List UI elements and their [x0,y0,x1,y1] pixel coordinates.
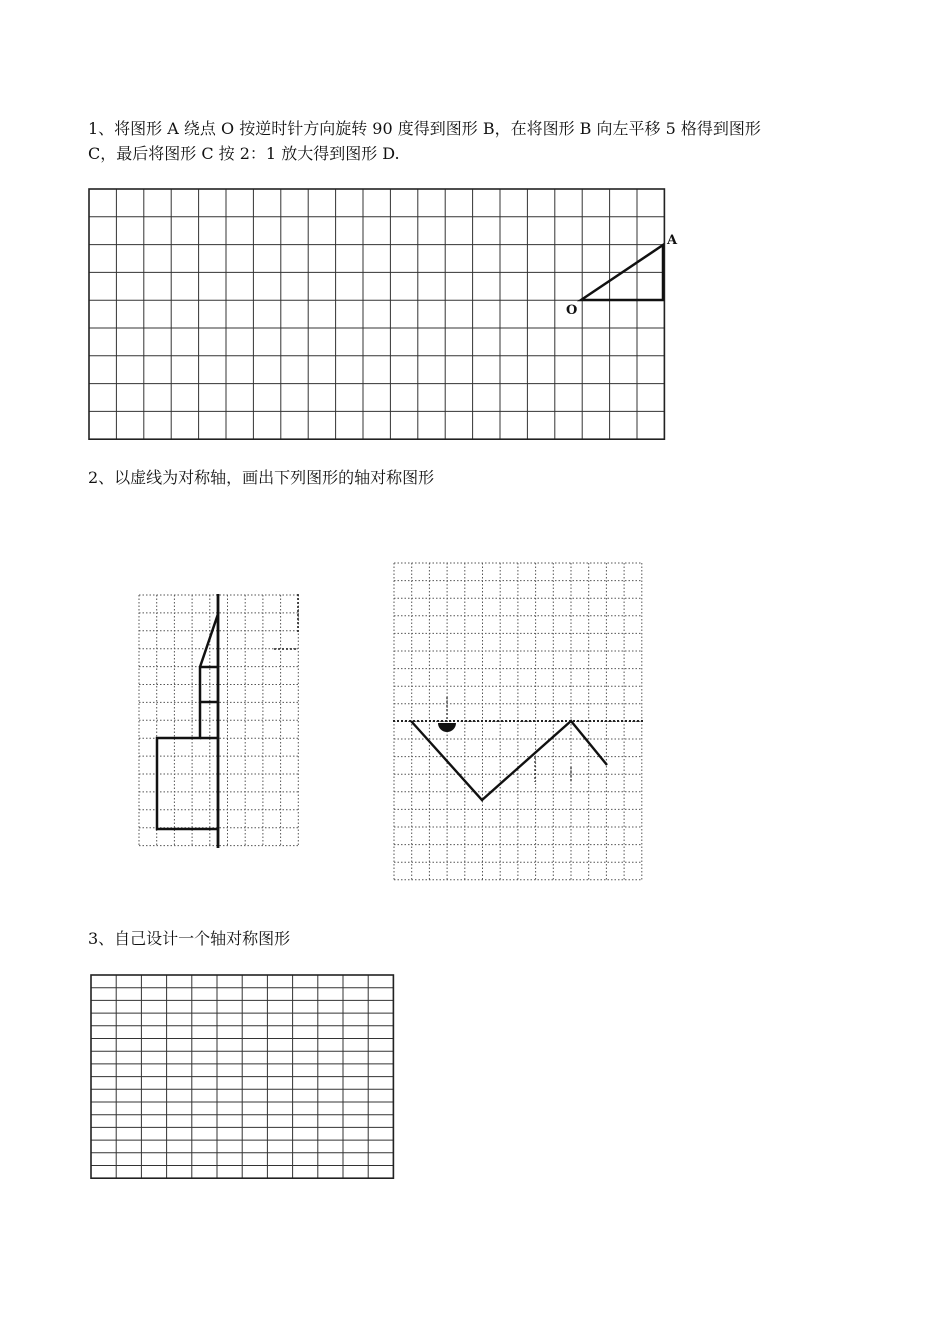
question-3-text: 3、自己设计一个轴对称图形 [88,929,291,948]
half-circle-mark [438,723,456,732]
question-1-text-line-1: 1、将图形 A 绕点 O 按逆时针方向旋转 90 度得到图形 B，在将图形 B 向左平移 5 格得到图形 [88,119,761,138]
question-2-text: 2、以虚线为对称轴，画出下列图形的轴对称图形 [88,468,435,487]
grid-border [89,189,664,439]
question-2-left-grid [138,594,303,850]
figure-right [411,721,607,800]
point-a-label: A [667,233,678,248]
question-1-grid [88,188,708,448]
point-o-label: O [566,303,578,318]
figure-left [157,614,218,829]
question-3-grid [90,974,396,1180]
question-2-right-grid [393,562,648,882]
question-1-text-line-2: C，最后将图形 C 按 2：1 放大得到图形 D. [88,144,400,163]
